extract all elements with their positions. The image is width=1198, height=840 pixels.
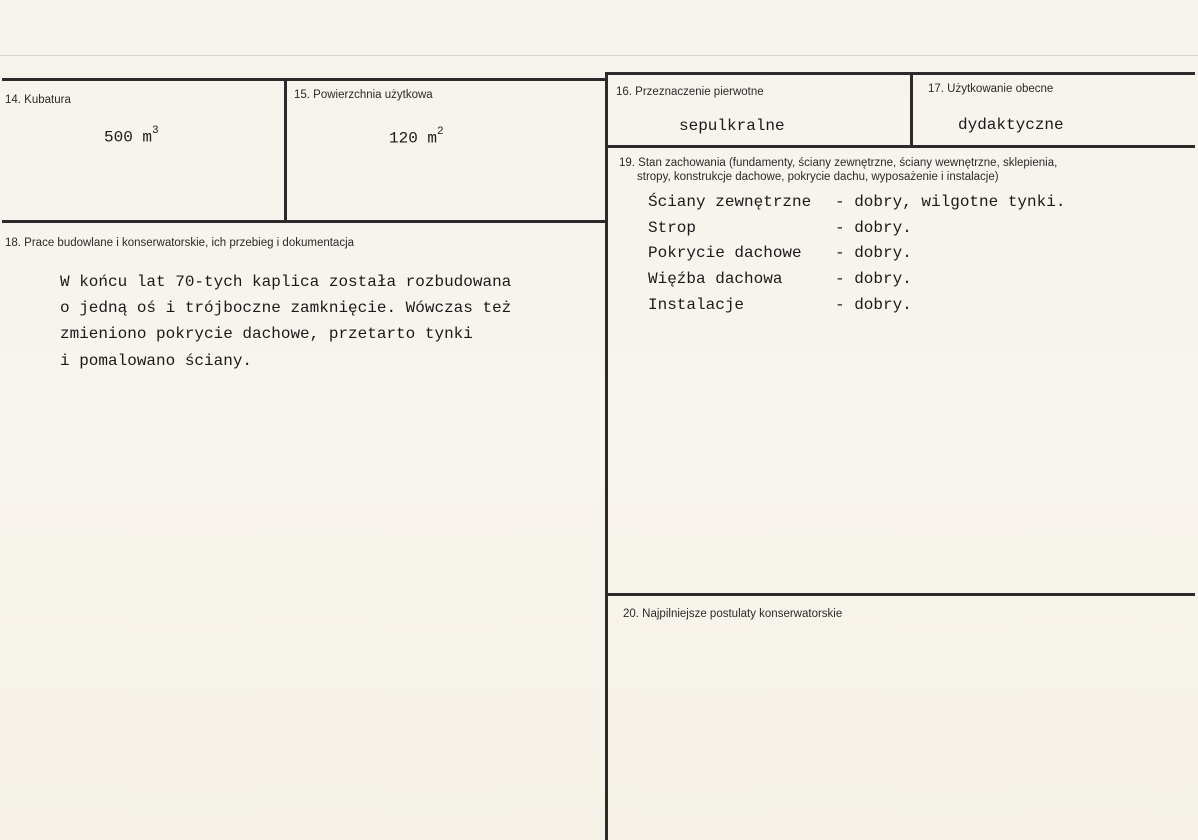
condition-element: Pokrycie dachowe <box>648 244 802 262</box>
field-18-line-1: W końcu lat 70-tych kaplica została rozbudowana <box>60 273 512 291</box>
field-18-line-2: o jedną oś i trójboczne zamknięcie. Wówczas też <box>60 299 512 317</box>
condition-element: Strop <box>648 219 697 237</box>
field-15-value <box>389 128 444 147</box>
condition-assessment: - dobry, wilgotne tynki. <box>835 193 1066 211</box>
field-14-value <box>104 127 159 146</box>
field-15-number: 120 m <box>389 129 438 148</box>
field-14-unit-exponent: 3 <box>152 125 159 137</box>
condition-assessment: - dobry. <box>835 219 912 237</box>
divider-left-right <box>605 72 608 840</box>
condition-assessment: - dobry. <box>835 296 912 314</box>
field-16-label: 16. Przeznaczenie pierwotne <box>616 86 764 98</box>
field-18-line-3: zmieniono pokrycie dachowe, przetarto tynki <box>60 325 473 343</box>
field-14-label: 14. Kubatura <box>5 94 71 106</box>
field-19-rows <box>648 192 1188 322</box>
field-19-label-line-2: stropy, konstrukcje dachowe, pokrycie dachu, wyposażenie i instalacje) <box>637 171 999 183</box>
field-17-value: dydaktyczne <box>958 116 1064 134</box>
field-15-unit-exponent: 2 <box>437 126 444 138</box>
divider-14-15 <box>284 79 287 222</box>
condition-assessment: - dobry. <box>835 244 912 262</box>
condition-element: Ściany zewnętrzne <box>648 193 812 211</box>
border-under-16-17 <box>605 145 1195 148</box>
border-under-19 <box>605 593 1195 596</box>
field-15-label: 15. Powierzchnia użytkowa <box>294 89 433 101</box>
field-18-label: 18. Prace budowlane i konserwatorskie, ich przebieg i dokumentacja <box>5 237 355 249</box>
field-16-value: sepulkralne <box>679 117 785 135</box>
field-17-label: 17. Użytkowanie obecne <box>928 83 1054 95</box>
top-border-left <box>2 78 605 81</box>
condition-element: Instalacje <box>648 296 745 314</box>
condition-assessment: - dobry. <box>835 270 912 288</box>
condition-element: Więźba dachowa <box>648 270 783 288</box>
border-under-14-15 <box>2 220 605 223</box>
field-14-number: 500 m <box>104 128 153 147</box>
field-18-line-4: i pomalowano ściany. <box>60 352 253 370</box>
top-faint-line <box>0 55 1198 56</box>
divider-16-17 <box>910 72 913 146</box>
top-border-right <box>605 72 1195 75</box>
field-20-label: 20. Najpilniejsze postulaty konserwatorskie <box>623 608 843 620</box>
field-19-label-line-1: 19. Stan zachowania (fundamenty, ściany zewnętrzne, ściany wewnętrzne, sklepienia, <box>619 157 1058 169</box>
